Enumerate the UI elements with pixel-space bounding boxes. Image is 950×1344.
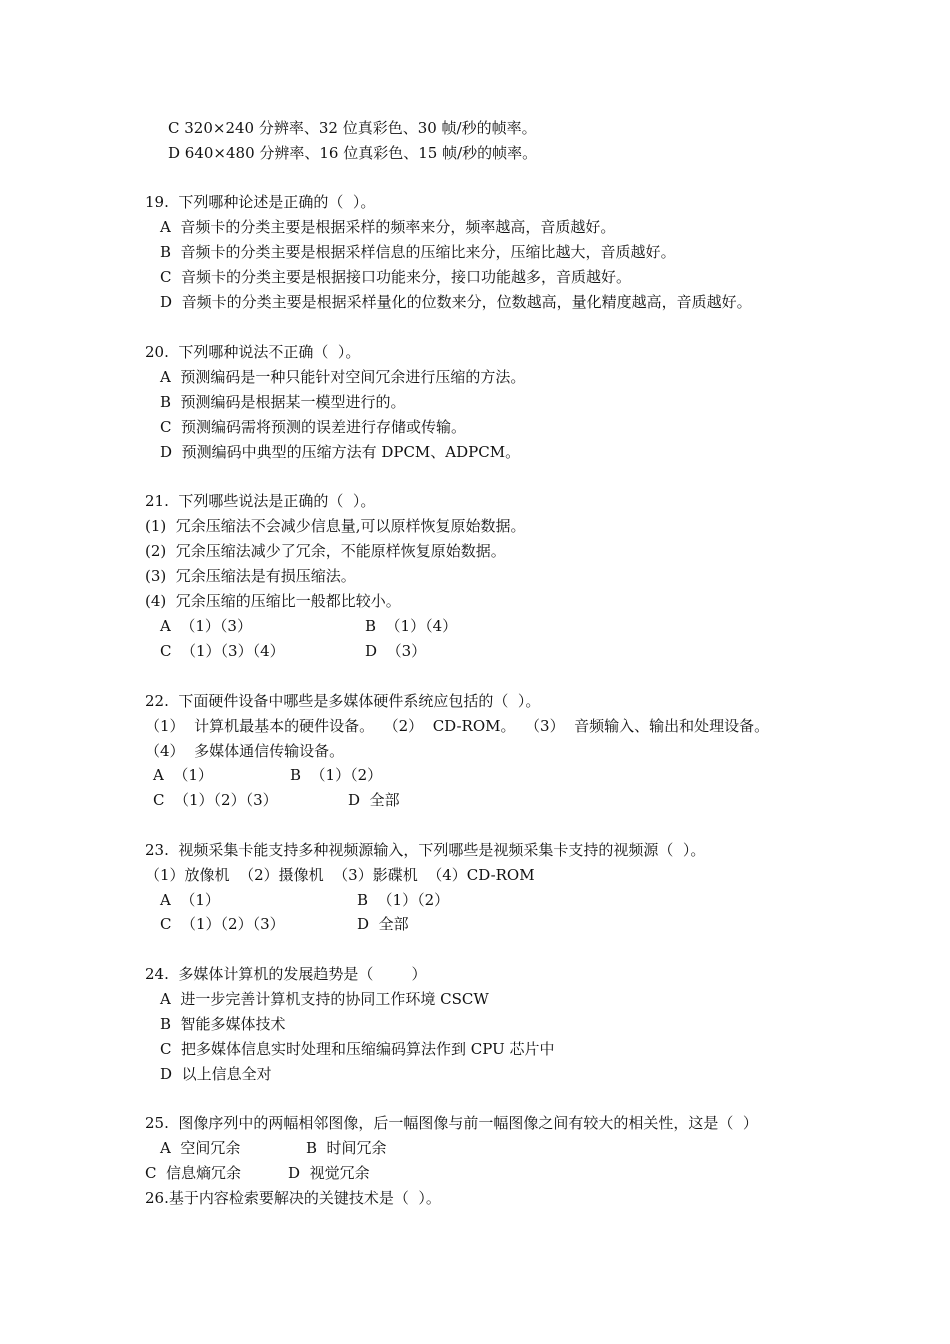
q25-question: 25. 图像序列中的两幅相邻图像，后一幅图像与前一幅图像之间有较大的相关性，这是（ ） [145, 1114, 758, 1132]
q20-option-c: C 预测编码需将预测的误差进行存储或传输。 [160, 418, 467, 436]
q21-option-a: A （1）（3） [160, 617, 252, 635]
q22-option-d: D 全部 [348, 791, 400, 809]
q23-option-a: A （1） [160, 891, 220, 909]
q24-option-b: B 智能多媒体技术 [160, 1015, 286, 1033]
q23-option-d: D 全部 [357, 915, 409, 933]
q23-option-b: B （1）（2） [357, 891, 450, 909]
q19-question: 19. 下列哪种论述是正确的（ ）。 [145, 193, 376, 211]
q20-option-b: B 预测编码是根据某一模型进行的。 [160, 393, 406, 411]
q18-option-d: D 640×480 分辨率、16 位真彩色、15 帧/秒的帧率。 [168, 144, 538, 162]
q19-option-d: D 音频卡的分类主要是根据采样量化的位数来分，位数越高，量化精度越高，音质越好。 [160, 293, 752, 311]
q23-items: （1）放像机 （2）摄像机 （3）影碟机 （4）CD-ROM [145, 866, 535, 884]
q25-option-b: B 时间冗余 [306, 1139, 387, 1157]
q19-option-b: B 音频卡的分类主要是根据采样信息的压缩比来分，压缩比越大，音质越好。 [160, 243, 676, 261]
q25-option-d: D 视觉冗余 [288, 1164, 370, 1182]
q23-question: 23. 视频采集卡能支持多种视频源输入，下列哪些是视频采集卡支持的视频源（ ）。 [145, 841, 706, 859]
q24-option-a: A 进一步完善计算机支持的协同工作环境 CSCW [160, 990, 489, 1008]
q21-question: 21. 下列哪些说法是正确的（ ）。 [145, 492, 376, 510]
q20-question: 20. 下列哪种说法不正确（ ）。 [145, 343, 361, 361]
q18-option-c: C 320×240 分辨率、32 位真彩色、30 帧/秒的帧率。 [168, 119, 537, 137]
q23-option-c: C （1）（2）（3） [160, 915, 285, 933]
q22-option-a: A （1） [153, 766, 213, 784]
q25-option-a: A 空间冗余 [160, 1139, 241, 1157]
q21-option-d: D （3） [365, 642, 427, 660]
q21-option-c: C （1）（3）（4） [160, 642, 285, 660]
q20-option-a: A 预测编码是一种只能针对空间冗余进行压缩的方法。 [160, 368, 526, 386]
q21-statement-2: (2) 冗余压缩法减少了冗余，不能原样恢复原始数据。 [145, 542, 506, 560]
q25-option-c: C 信息熵冗余 [145, 1164, 242, 1182]
q19-option-a: A 音频卡的分类主要是根据采样的频率来分，频率越高，音质越好。 [160, 218, 616, 236]
q22-items-line-2: （4） 多媒体通信传输设备。 [145, 742, 345, 760]
q21-statement-4: (4) 冗余压缩的压缩比一般都比较小。 [145, 592, 401, 610]
q22-option-b: B （1）（2） [290, 766, 383, 784]
q19-option-c: C 音频卡的分类主要是根据接口功能来分，接口功能越多，音质越好。 [160, 268, 632, 286]
q24-question: 24. 多媒体计算机的发展趋势是（ ） [145, 965, 427, 983]
q21-statement-1: (1) 冗余压缩法不会减少信息量,可以原样恢复原始数据。 [145, 517, 526, 535]
q22-option-c: C （1）（2）（3） [153, 791, 278, 809]
q24-option-d: D 以上信息全对 [160, 1065, 272, 1083]
q24-option-c: C 把多媒体信息实时处理和压缩编码算法作到 CPU 芯片中 [160, 1040, 555, 1058]
q26-question: 26.基于内容检索要解决的关键技术是（ ）。 [145, 1189, 441, 1207]
q21-statement-3: (3) 冗余压缩法是有损压缩法。 [145, 567, 356, 585]
q22-items-line-1: （1） 计算机最基本的硬件设备。 （2） CD-ROM。 （3） 音频输入、输出和处理设备。 [145, 717, 770, 735]
q20-option-d: D 预测编码中典型的压缩方法有 DPCM、ADPCM。 [160, 443, 521, 461]
q22-question: 22. 下面硬件设备中哪些是多媒体硬件系统应包括的（ ）。 [145, 692, 541, 710]
q21-option-b: B （1）（4） [365, 617, 458, 635]
